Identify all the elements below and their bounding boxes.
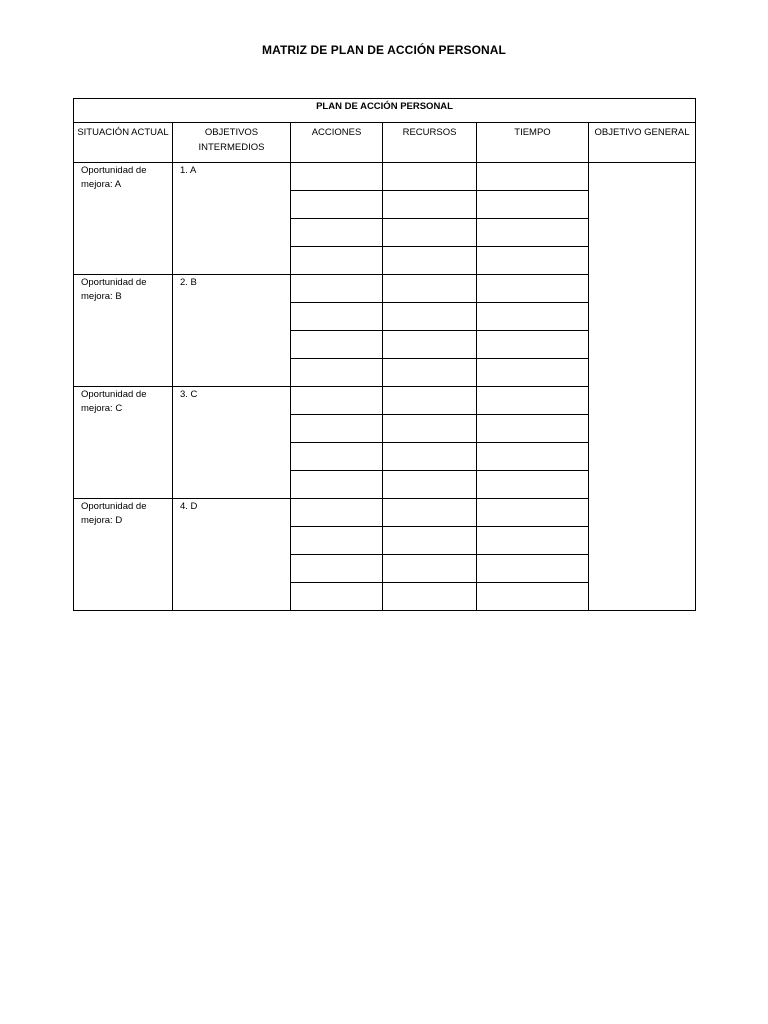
acciones-cell[interactable] [291, 331, 383, 359]
tiempo-cell[interactable] [477, 303, 589, 331]
objetivo-general-cell[interactable] [589, 163, 696, 611]
situacion-cell: Oportunidad de mejora: A [74, 163, 173, 275]
document-title: MATRIZ DE PLAN DE ACCIÓN PERSONAL [262, 43, 506, 57]
acciones-cell[interactable] [291, 583, 383, 611]
recursos-cell[interactable] [383, 191, 477, 219]
acciones-cell[interactable] [291, 275, 383, 303]
header-objetivo-general: OBJETIVO GENERAL [589, 123, 696, 163]
table-caption-row [74, 99, 696, 123]
recursos-cell[interactable] [383, 555, 477, 583]
recursos-cell[interactable] [383, 247, 477, 275]
tiempo-cell[interactable] [477, 471, 589, 499]
situacion-cell: Oportunidad de mejora: B [74, 275, 173, 387]
tiempo-cell[interactable] [477, 583, 589, 611]
table-row [74, 163, 696, 191]
recursos-cell[interactable] [383, 303, 477, 331]
recursos-cell[interactable] [383, 219, 477, 247]
acciones-cell[interactable] [291, 303, 383, 331]
objetivo-cell: 4. D [173, 499, 291, 611]
tiempo-cell[interactable] [477, 527, 589, 555]
acciones-cell[interactable] [291, 555, 383, 583]
acciones-cell[interactable] [291, 527, 383, 555]
tiempo-cell[interactable] [477, 331, 589, 359]
tiempo-cell[interactable] [477, 499, 589, 527]
action-plan-table [73, 98, 696, 611]
tiempo-cell[interactable] [477, 359, 589, 387]
header-situacion-actual: SITUACIÓN ACTUAL [74, 123, 173, 163]
tiempo-cell[interactable] [477, 219, 589, 247]
tiempo-cell[interactable] [477, 275, 589, 303]
objetivo-cell: 3. C [173, 387, 291, 499]
recursos-cell[interactable] [383, 275, 477, 303]
recursos-cell[interactable] [383, 331, 477, 359]
tiempo-cell[interactable] [477, 387, 589, 415]
recursos-cell[interactable] [383, 163, 477, 191]
acciones-cell[interactable] [291, 387, 383, 415]
acciones-cell[interactable] [291, 415, 383, 443]
recursos-cell[interactable] [383, 527, 477, 555]
acciones-cell[interactable] [291, 219, 383, 247]
objetivo-cell: 2. B [173, 275, 291, 387]
header-objetivos-intermedios: OBJETIVOS INTERMEDIOS [173, 123, 291, 163]
situacion-cell: Oportunidad de mejora: D [74, 499, 173, 611]
recursos-cell[interactable] [383, 499, 477, 527]
header-tiempo: TIEMPO [477, 123, 589, 163]
tiempo-cell[interactable] [477, 555, 589, 583]
tiempo-cell[interactable] [477, 415, 589, 443]
acciones-cell[interactable] [291, 191, 383, 219]
table-caption: PLAN DE ACCIÓN PERSONAL [74, 99, 696, 123]
acciones-cell[interactable] [291, 359, 383, 387]
header-acciones: ACCIONES [291, 123, 383, 163]
acciones-cell[interactable] [291, 443, 383, 471]
tiempo-cell[interactable] [477, 443, 589, 471]
recursos-cell[interactable] [383, 387, 477, 415]
tiempo-cell[interactable] [477, 247, 589, 275]
acciones-cell[interactable] [291, 471, 383, 499]
situacion-cell: Oportunidad de mejora: C [74, 387, 173, 499]
acciones-cell[interactable] [291, 247, 383, 275]
recursos-cell[interactable] [383, 443, 477, 471]
objetivo-cell: 1. A [173, 163, 291, 275]
acciones-cell[interactable] [291, 163, 383, 191]
table-header-row [74, 123, 696, 163]
recursos-cell[interactable] [383, 471, 477, 499]
recursos-cell[interactable] [383, 359, 477, 387]
tiempo-cell[interactable] [477, 191, 589, 219]
recursos-cell[interactable] [383, 415, 477, 443]
tiempo-cell[interactable] [477, 163, 589, 191]
header-recursos: RECURSOS [383, 123, 477, 163]
recursos-cell[interactable] [383, 583, 477, 611]
acciones-cell[interactable] [291, 499, 383, 527]
